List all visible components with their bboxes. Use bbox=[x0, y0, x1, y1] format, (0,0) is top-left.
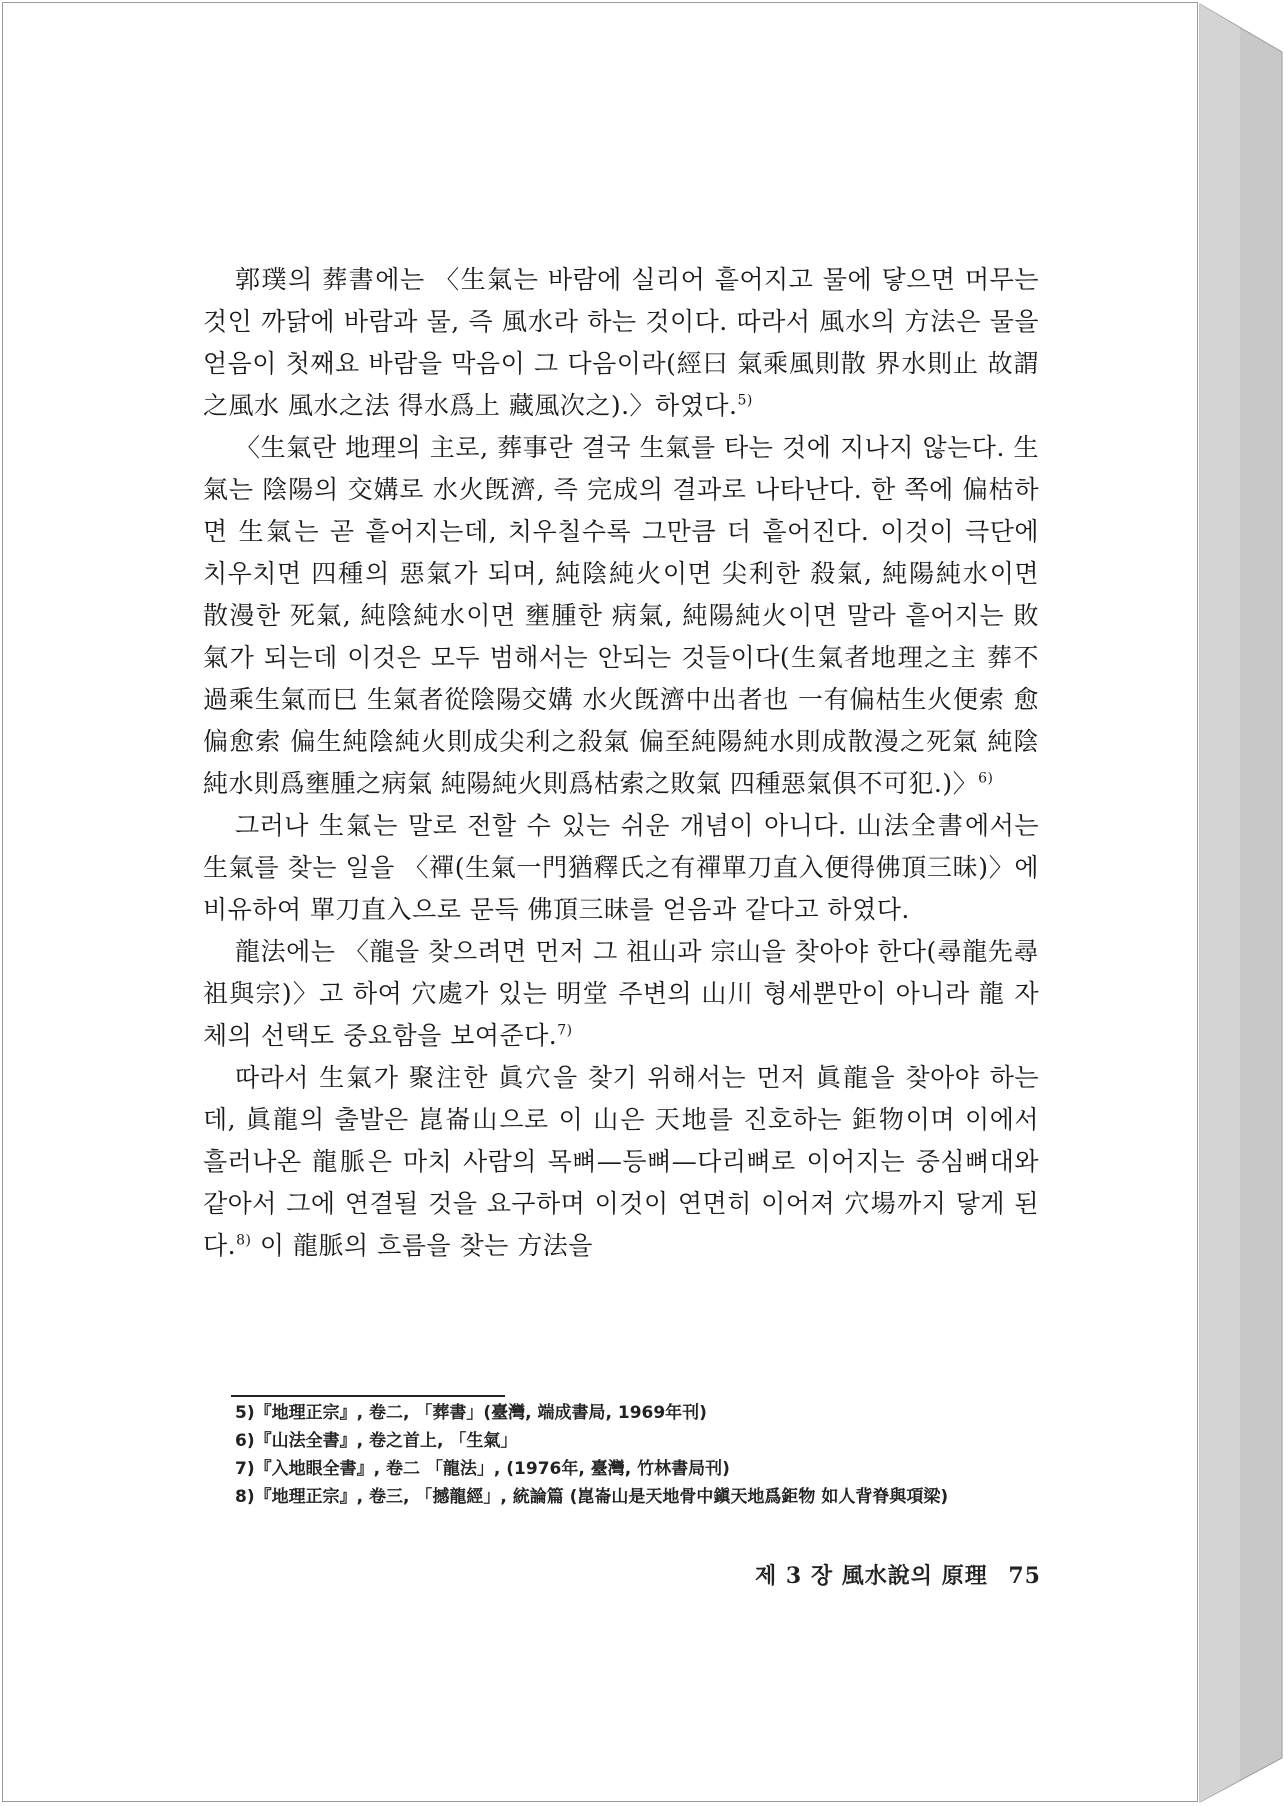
footnote-7: 7)『入地眼全書』, 卷二 「龍法」, (1976年, 臺灣, 竹林書局刊) bbox=[235, 1459, 730, 1479]
paragraph-1: 郭璞의 葬書에는 〈生氣는 바람에 실리어 흩어지고 물에 닿으면 머무는 것인 까닭에 바람과 물, 즉 風水라 하는 것이다. 따라서 風水의 方法은 물을 얻음이 첫째요 바람을 막음이 그 다음이라(經曰 氣乘風則散 界水則止 故謂之風水 風水之法 得水爲上 藏風次之).〉하였다.$^{5)}$ bbox=[203, 265, 1039, 420]
chapter-label: 제 3 장 bbox=[754, 1563, 834, 1589]
footnote-6: 6)『山法全書』, 卷之首上, 「生氣」 bbox=[235, 1431, 518, 1451]
footnote-divider bbox=[231, 1395, 505, 1397]
document-page bbox=[2, 2, 1198, 1802]
footnote-8: 8)『地理正宗』, 卷三, 「撼龍經」, 統論篇 (崑崙山是天地骨中鎭天地爲鉅物 如人背脊與項梁) bbox=[235, 1487, 949, 1507]
paragraph-5: 따라서 生氣가 聚注한 眞穴을 찾기 위해서는 먼저 眞龍을 찾아야 하는데, 眞龍의 출발은 崑崙山으로 이 山은 天地를 진호하는 鉅物이며 이에서 흘러나온 龍脈은 마치 사람의 목뼈—등뼈—다리뼈로 이어지는 중심뼈대와 같아서 그에 연결될 것을 요구하며 이것이 연면히 이어져 穴場까지 닿게 된다.$^{8)}$ 이 龍脈의 흐름을 찾는 方法을 bbox=[203, 1063, 1039, 1260]
footnote-ref-8: 8) bbox=[236, 1232, 252, 1249]
footnotes bbox=[235, 1399, 1045, 1511]
main-text bbox=[203, 259, 1039, 1267]
page-number: 75 bbox=[1008, 1563, 1041, 1589]
footnote-5: 5)『地理正宗』, 卷二, 「葬書」(臺灣, 端成書局, 1969年刊) bbox=[235, 1403, 707, 1423]
footnote-ref-7: 7) bbox=[557, 1022, 573, 1039]
footnote-ref-5: 5) bbox=[737, 392, 753, 409]
paragraph-4: 龍法에는 〈龍을 찾으려면 먼저 그 祖山과 宗山을 찾아야 한다(尋龍先尋祖與宗)〉고 하여 穴處가 있는 明堂 주변의 山川 형세뿐만이 아니라 龍 자체의 선택도 중요함을 보여준다.$^{7)}$ bbox=[203, 937, 1039, 1050]
chapter-title: 風水說의 原理 bbox=[841, 1563, 988, 1589]
footnote-ref-6: 6) bbox=[978, 770, 994, 787]
page-footer bbox=[711, 1559, 1041, 1590]
paragraph-2: 〈生氣란 地理의 主로, 葬事란 결국 生氣를 타는 것에 지나지 않는다. 生氣는 陰陽의 交媾로 水火旣濟, 즉 完成의 결과로 나타난다. 한 쪽에 偏枯하면 生氣는 곧 흩어지는데, 치우칠수록 그만큼 더 흩어진다. 이것이 극단에 치우치면 四種의 惡氣가 되며, 純陰純火이면 尖利한 殺氣, 純陽純水이면 散漫한 死氣, 純陰純水이면 壅腫한 病氣, 純陽純火이면 말라 흩어지는 敗氣가 되는데 이것은 모두 범해서는 안되는 것들이다(生氣者地理之主 葬不過乘生氣而巳 生氣者從陰陽交媾 水火旣濟中出者也 一有偏枯生火便索 愈偏愈索 偏生純陰純火則成尖利之殺氣 偏至純陽純水則成散漫之死氣 純陰純水則爲壅腫之病氣 純陽純火則爲枯索之敗氣 四種惡氣俱不可犯.)〉$^{6)}$ bbox=[203, 433, 1039, 798]
paragraph-3: 그러나 生氣는 말로 전할 수 있는 쉬운 개념이 아니다. 山法全書에서는 生氣를 찾는 일을 〈禪(生氣一門猶釋氏之有禪單刀直入便得佛頂三昧)〉에 비유하여 單刀直入으로 문득 佛頂三昧를 얻음과 같다고 하였다. bbox=[203, 811, 1039, 924]
